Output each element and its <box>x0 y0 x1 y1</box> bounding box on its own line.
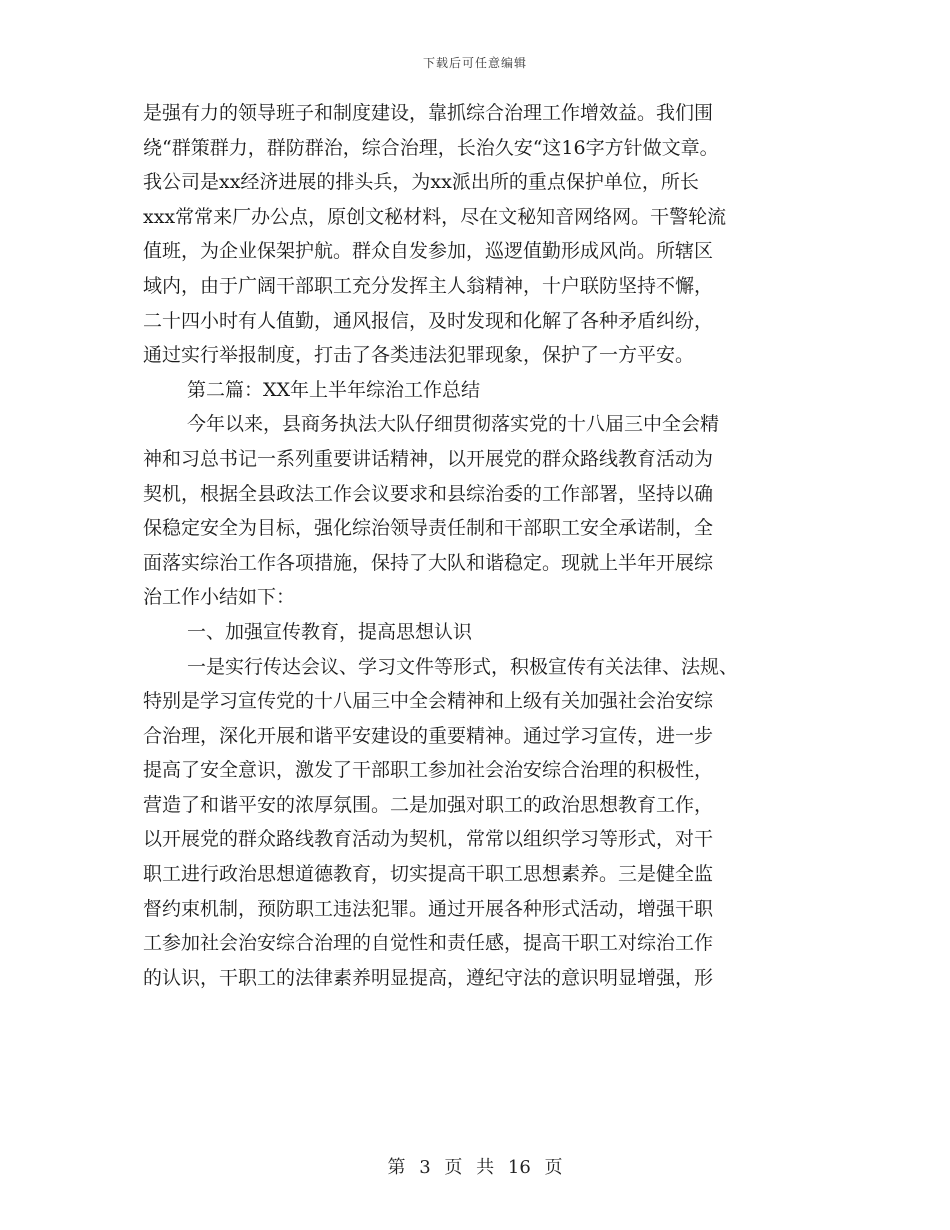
paragraph-line: 一是实行传达会议、学习文件等形式，积极宣传有关法律、法规、 <box>187 655 739 678</box>
paragraph-line: 督约束机制，预防职工违法犯罪。通过开展各种形式活动，增强干职 <box>143 897 714 920</box>
paragraph-line: 面落实综治工作各项措施，保持了大队和谐稳定。现就上半年开展综 <box>143 551 714 574</box>
total-unit: 页 <box>544 1157 563 1178</box>
section-heading: 第二篇：XX年上半年综治工作总结 <box>187 378 481 401</box>
paragraph-line: 今年以来，县商务执法大队仔细贯彻落实党的十八届三中全会精 <box>187 413 720 436</box>
page-number: 3 <box>419 1157 431 1178</box>
page-unit: 页 <box>444 1157 463 1178</box>
paragraph-line: 工参加社会治安综合治理的自觉性和责任感，提高干职工对综治工作 <box>143 932 714 955</box>
paragraph-line: 我公司是xx经济进展的排头兵，为xx派出所的重点保护单位，所长 <box>143 171 699 194</box>
paragraph-line: 域内，由于广阔干部职工充分发挥主人翁精神，十户联防坚持不懈， <box>143 274 714 297</box>
paragraph-line: 值班，为企业保架护航。群众自发参加，巡逻值勤形成风尚。所辖区 <box>143 240 714 263</box>
page-footer <box>0 1153 950 1179</box>
paragraph-line: 通过实行举报制度，打击了各类违法犯罪现象，保护了一方平安。 <box>143 344 695 367</box>
paragraph-line: 的认识，干职工的法律素养明显提高，遵纪守法的意识明显增强，形 <box>143 966 714 989</box>
paragraph-line: xxx常常来厂办公点，原创文秘材料，尽在文秘知音网络网。干警轮流 <box>143 205 727 228</box>
page-header: 下载后可任意编辑 <box>422 56 527 70</box>
paragraph-line: 特别是学习宣传党的十八届三中全会精神和上级有关加强社会治安综 <box>143 690 714 713</box>
paragraph-line: 是强有力的领导班子和制度建设，靠抓综合治理工作增效益。我们围 <box>143 102 714 124</box>
paragraph-line: 营造了和谐平安的浓厚氛围。二是加强对职工的政治思想教育工作， <box>143 793 714 816</box>
paragraph-line: 以开展党的群众路线教育活动为契机，常常以组织学习等形式，对干 <box>143 828 714 851</box>
paragraph-line: 治工作小结如下： <box>143 586 296 609</box>
document-body <box>143 96 803 995</box>
paragraph-line: 二十四小时有人值勤，通风报信，及时发现和化解了各种矛盾纠纷， <box>143 309 714 332</box>
page-total: 16 <box>507 1157 531 1178</box>
paragraph-line: 绕“群策群力，群防群治，综合治理，长治久安“这16字方针做文章。 <box>143 136 719 159</box>
paragraph-line: 合治理，深化开展和谐平安建设的重要精神。通过学习宣传，进一步 <box>143 724 714 747</box>
paragraph-line: 契机，根据全县政法工作会议要求和县综治委的工作部署，坚持以确 <box>143 482 714 505</box>
paragraph-line: 保稳定安全为目标，强化综治领导责任制和干部职工安全承诺制，全 <box>143 517 714 540</box>
paragraph-line: 神和习总书记一系列重要讲话精神，以开展党的群众路线教育活动为 <box>143 447 714 470</box>
paragraph-line: 提高了安全意识，激发了干部职工参加社会治安综合治理的积极性， <box>143 759 714 782</box>
total-word: 共 <box>476 1157 495 1178</box>
page-word: 第 <box>387 1157 406 1178</box>
paragraph-line: 职工进行政治思想道德教育，切实提高干职工思想素养。三是健全监 <box>143 863 714 886</box>
subsection-heading: 一、加强宣传教育，提高思想认识 <box>187 620 473 643</box>
